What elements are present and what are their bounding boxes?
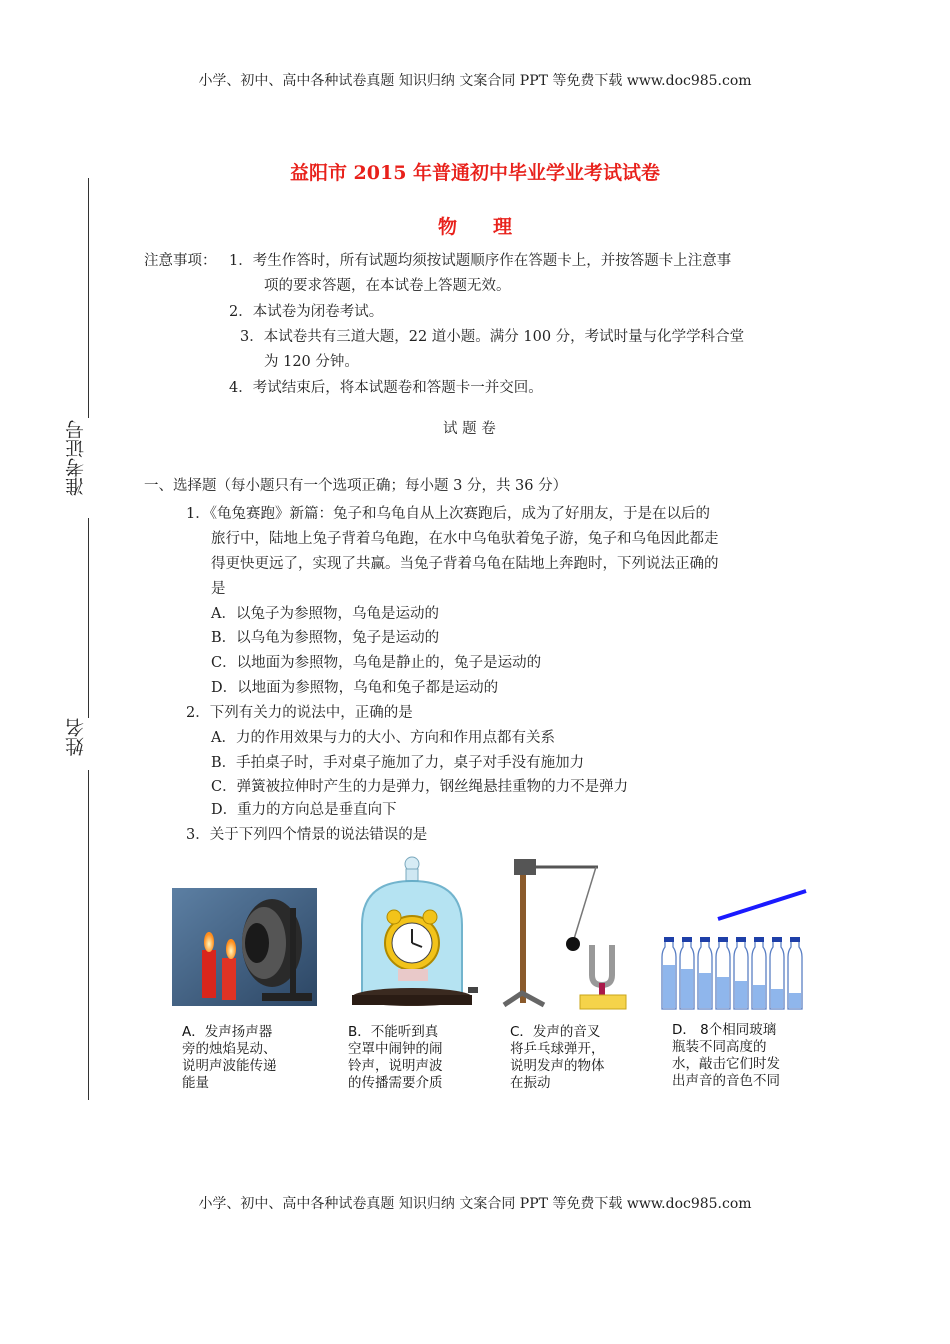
section-1-heading: 一、选择题（每小题只有一个选项正确；每小题 3 分，共 36 分） [144,478,568,494]
q2-stem: 2．下列有关力的说法中，正确的是 [186,705,413,721]
q2-option-d: D．重力的方向总是垂直向下 [211,802,397,818]
subject-title: 物理 [437,216,548,238]
q1-stem-line-4: 是 [211,581,226,597]
note-3: 3．本试卷共有三道大题，22 道小题。满分 100 分，考试时量与化学学科合堂 [240,329,745,345]
page-footer: 小学、初中、高中各种试卷真题 知识归纳 文案合同 PPT 等免费下载 www.doc985.com [198,1196,752,1212]
q1-option-d: D．以地面为参照物，乌龟和兔子都是运动的 [211,680,499,696]
figure-a-speaker-candles [172,888,317,1006]
q3-stem: 3．关于下列四个情景的说法错误的是 [186,827,428,843]
exam-number-label: 准考证号 [65,420,87,496]
caption-b: B．不能听到真 空罩中闹钟的闹 铃声，说明声波 的传播需要介质 [348,1024,443,1091]
q1-option-a: A．以兔子为参照物，乌龟是运动的 [211,606,439,622]
side-line-middle [88,518,89,718]
q1-stem-line-2: 旅行中，陆地上兔子背着乌龟跑，在水中乌龟驮着兔子游，兔子和乌龟因此都走 [211,531,719,547]
note-3-cont: 为 120 分钟。 [264,354,359,370]
figure-b-bell-jar [350,855,480,1010]
q1-option-c: C．以地面为参照物，乌龟是静止的，兔子是运动的 [211,655,542,671]
paper-label: 试 题 卷 [443,421,496,437]
caption-d: D． 8个相同玻璃 瓶装不同高度的 水，敲击它们时发 出声音的音色不同 [672,1022,780,1089]
note-1: 1．考生作答时，所有试题均须按试题顺序作在答题卡上，并按答题卡上注意事 [229,253,732,269]
caption-c: C．发声的音叉 将乒乓球弹开， 说明发声的物体 在振动 [510,1024,605,1091]
page-header: 小学、初中、高中各种试卷真题 知识归纳 文案合同 PPT 等免费下载 www.doc985.com [198,73,752,89]
q1-stem-line-3: 得更快更远了，实现了共赢。当兔子背着乌龟在陆地上奔跑时，下列说法正确的 [211,556,719,572]
bottle-pitch-line [718,891,806,919]
side-line-top [88,178,89,418]
figure-d-bottles [660,885,810,1013]
side-line-bottom [88,770,89,1100]
note-4: 4．考试结束后，将本试题卷和答题卡一并交回。 [229,380,543,396]
figure-c-tuning-fork [500,855,630,1015]
q2-option-b: B．手拍桌子时，手对桌子施加了力，桌子对手没有施加力 [211,755,585,771]
name-label: 姓名 [65,718,87,756]
note-1-cont: 项的要求答题，在本试卷上答题无效。 [264,278,511,294]
q1-option-b: B．以乌龟为参照物，兔子是运动的 [211,630,440,646]
note-2: 2．本试卷为闭卷考试。 [229,304,384,320]
exam-title: 益阳市 2015 年普通初中毕业学业考试试卷 [289,162,661,184]
q2-option-a: A．力的作用效果与力的大小、方向和作用点都有关系 [211,730,555,746]
caption-a: A．发声扬声器 旁的烛焰晃动、 说明声波能传递 能量 [182,1024,277,1091]
notes-label: 注意事项： [144,253,217,269]
q2-option-c: C．弹簧被拉伸时产生的力是弹力，钢丝绳悬挂重物的力不是弹力 [211,779,629,795]
q1-stem-line-1: 1．《龟兔赛跑》新篇：兔子和乌龟自从上次赛跑后，成为了好朋友，于是在以后的 [186,506,710,522]
